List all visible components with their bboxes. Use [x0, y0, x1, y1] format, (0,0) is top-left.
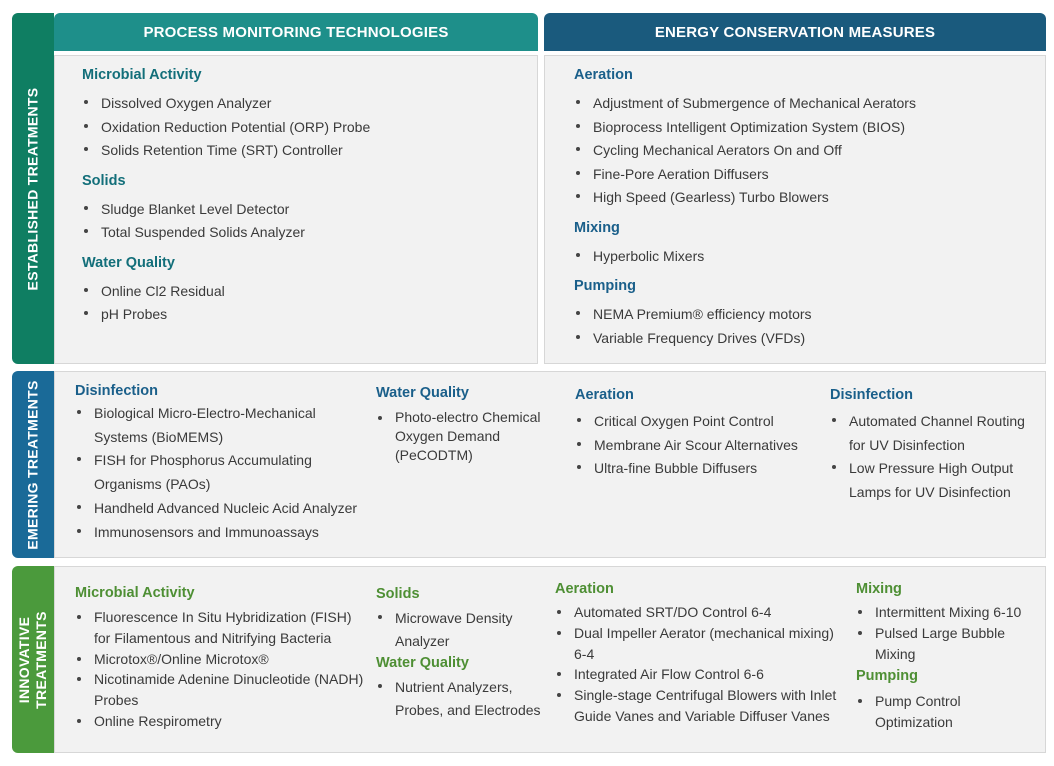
list-item: Pulsed Large Bubble Mixing	[856, 623, 1042, 665]
emerging-aeration-column	[575, 387, 815, 481]
section-heading: Mixing	[856, 581, 902, 597]
list-item: FISH for Phosphorus Accumulating Organisms (PAOs)	[75, 449, 365, 496]
item-list	[82, 198, 522, 245]
list-item: NEMA Premium® efficiency motors	[574, 303, 1034, 327]
list-item: Dual Impeller Aerator (mechanical mixing) 6-4	[555, 623, 845, 665]
row-label-innovative	[12, 566, 54, 753]
established-process-column	[82, 67, 522, 327]
item-list	[82, 280, 522, 327]
section-heading: Pumping	[574, 278, 637, 294]
item-list	[856, 691, 1042, 733]
list-item: pH Probes	[82, 303, 522, 327]
list-item: Online Respirometry	[75, 711, 365, 732]
row-label-innovative-line1: INNOVATIVE	[16, 616, 32, 703]
item-list	[856, 602, 1042, 664]
list-item: Hyperbolic Mixers	[574, 245, 1034, 269]
row-label-innovative-line2: TREATMENTS	[33, 610, 49, 709]
row-label-emerging	[12, 371, 54, 558]
section-heading: Water Quality	[376, 655, 469, 671]
list-item: Bioprocess Intelligent Optimization System (BIOS)	[574, 116, 1034, 140]
list-item: Total Suspended Solids Analyzer	[82, 221, 522, 245]
item-list	[75, 402, 365, 544]
list-item: Biological Micro-Electro-Mechanical Systems (BioMEMS)	[75, 402, 365, 449]
list-item: Handheld Advanced Nucleic Acid Analyzer	[75, 497, 365, 521]
section-heading: Aeration	[575, 387, 634, 403]
section-heading: Microbial Activity	[82, 67, 202, 83]
item-list	[82, 92, 522, 163]
item-list	[574, 245, 1034, 269]
list-item: Intermittent Mixing 6-10	[856, 602, 1042, 623]
list-item: Sludge Blanket Level Detector	[82, 198, 522, 222]
list-item: Microwave Density Analyzer	[376, 607, 546, 652]
section-heading: Water Quality	[376, 385, 469, 401]
emerging-water-quality-column	[376, 385, 556, 465]
section-heading: Solids	[376, 586, 420, 602]
item-list	[575, 410, 815, 481]
list-item: Automated Channel Routing for UV Disinfection	[830, 410, 1030, 457]
header-process-monitoring: PROCESS MONITORING TECHNOLOGIES	[54, 13, 538, 51]
list-item: Critical Oxygen Point Control	[575, 410, 815, 434]
section-heading: Solids	[82, 172, 126, 189]
list-item: Nicotinamide Adenine Dinucleotide (NADH) Probes	[75, 669, 365, 711]
item-list	[75, 607, 365, 732]
section-heading: Aeration	[574, 67, 633, 83]
item-list	[376, 607, 546, 652]
list-item: Photo-electro Chemical Oxygen Demand (PeCODTM)	[376, 408, 556, 465]
innovative-mixing-pumping-column	[856, 581, 1042, 733]
header-energy-conservation: ENERGY CONSERVATION MEASURES	[544, 13, 1046, 51]
list-item: High Speed (Gearless) Turbo Blowers	[574, 186, 1034, 210]
list-item: Adjustment of Submergence of Mechanical Aerators	[574, 92, 1034, 116]
list-item: Cycling Mechanical Aerators On and Off	[574, 139, 1034, 163]
list-item: Low Pressure High Output Lamps for UV Disinfection	[830, 457, 1030, 504]
section-heading: Disinfection	[830, 387, 913, 403]
row-label-innovative-text	[16, 611, 50, 709]
item-list	[376, 676, 546, 721]
innovative-solids-water-column	[376, 586, 546, 721]
item-list	[376, 408, 556, 465]
list-item: Oxidation Reduction Potential (ORP) Probe	[82, 116, 522, 140]
list-item: Pump Control Optimization	[856, 691, 1042, 733]
list-item: Nutrient Analyzers, Probes, and Electrodes	[376, 676, 546, 721]
list-item: Variable Frequency Drives (VFDs)	[574, 327, 1034, 351]
section-heading: Mixing	[574, 219, 620, 236]
list-item: Solids Retention Time (SRT) Controller	[82, 139, 522, 163]
item-list	[830, 410, 1030, 505]
list-item: Single-stage Centrifugal Blowers with Inlet Guide Vanes and Variable Diffuser Vanes	[555, 685, 845, 727]
innovative-microbial-column	[75, 585, 365, 732]
list-item: Microtox®/Online Microtox®	[75, 649, 365, 670]
list-item: Fine-Pore Aeration Diffusers	[574, 163, 1034, 187]
row-label-established	[12, 13, 54, 364]
list-item: Automated SRT/DO Control 6-4	[555, 602, 845, 623]
list-item: Dissolved Oxygen Analyzer	[82, 92, 522, 116]
row-label-emerging-text: EMERING TREATMENTS	[24, 379, 41, 550]
section-heading: Aeration	[555, 581, 614, 597]
section-heading: Water Quality	[82, 254, 175, 271]
list-item: Integrated Air Flow Control 6-6	[555, 664, 845, 685]
item-list	[555, 602, 845, 727]
list-item: Immunosensors and Immunoassays	[75, 521, 365, 545]
list-item: Online Cl2 Residual	[82, 280, 522, 304]
list-item: Membrane Air Scour Alternatives	[575, 434, 815, 458]
list-item: Ultra-fine Bubble Diffusers	[575, 457, 815, 481]
section-heading: Pumping	[856, 668, 919, 685]
emerging-disinfection-left-column	[75, 383, 365, 544]
item-list	[574, 303, 1034, 350]
list-item: Fluorescence In Situ Hybridization (FISH) for Filamentous and Nitrifying Bacteria	[75, 607, 365, 649]
item-list	[574, 92, 1034, 210]
emerging-disinfection-right-column	[830, 387, 1030, 505]
innovative-aeration-column	[555, 581, 845, 727]
section-heading: Microbial Activity	[75, 585, 195, 601]
row-label-established-text: ESTABLISHED TREATMENTS	[24, 87, 41, 290]
established-energy-column	[574, 67, 1034, 350]
section-heading: Disinfection	[75, 383, 158, 399]
